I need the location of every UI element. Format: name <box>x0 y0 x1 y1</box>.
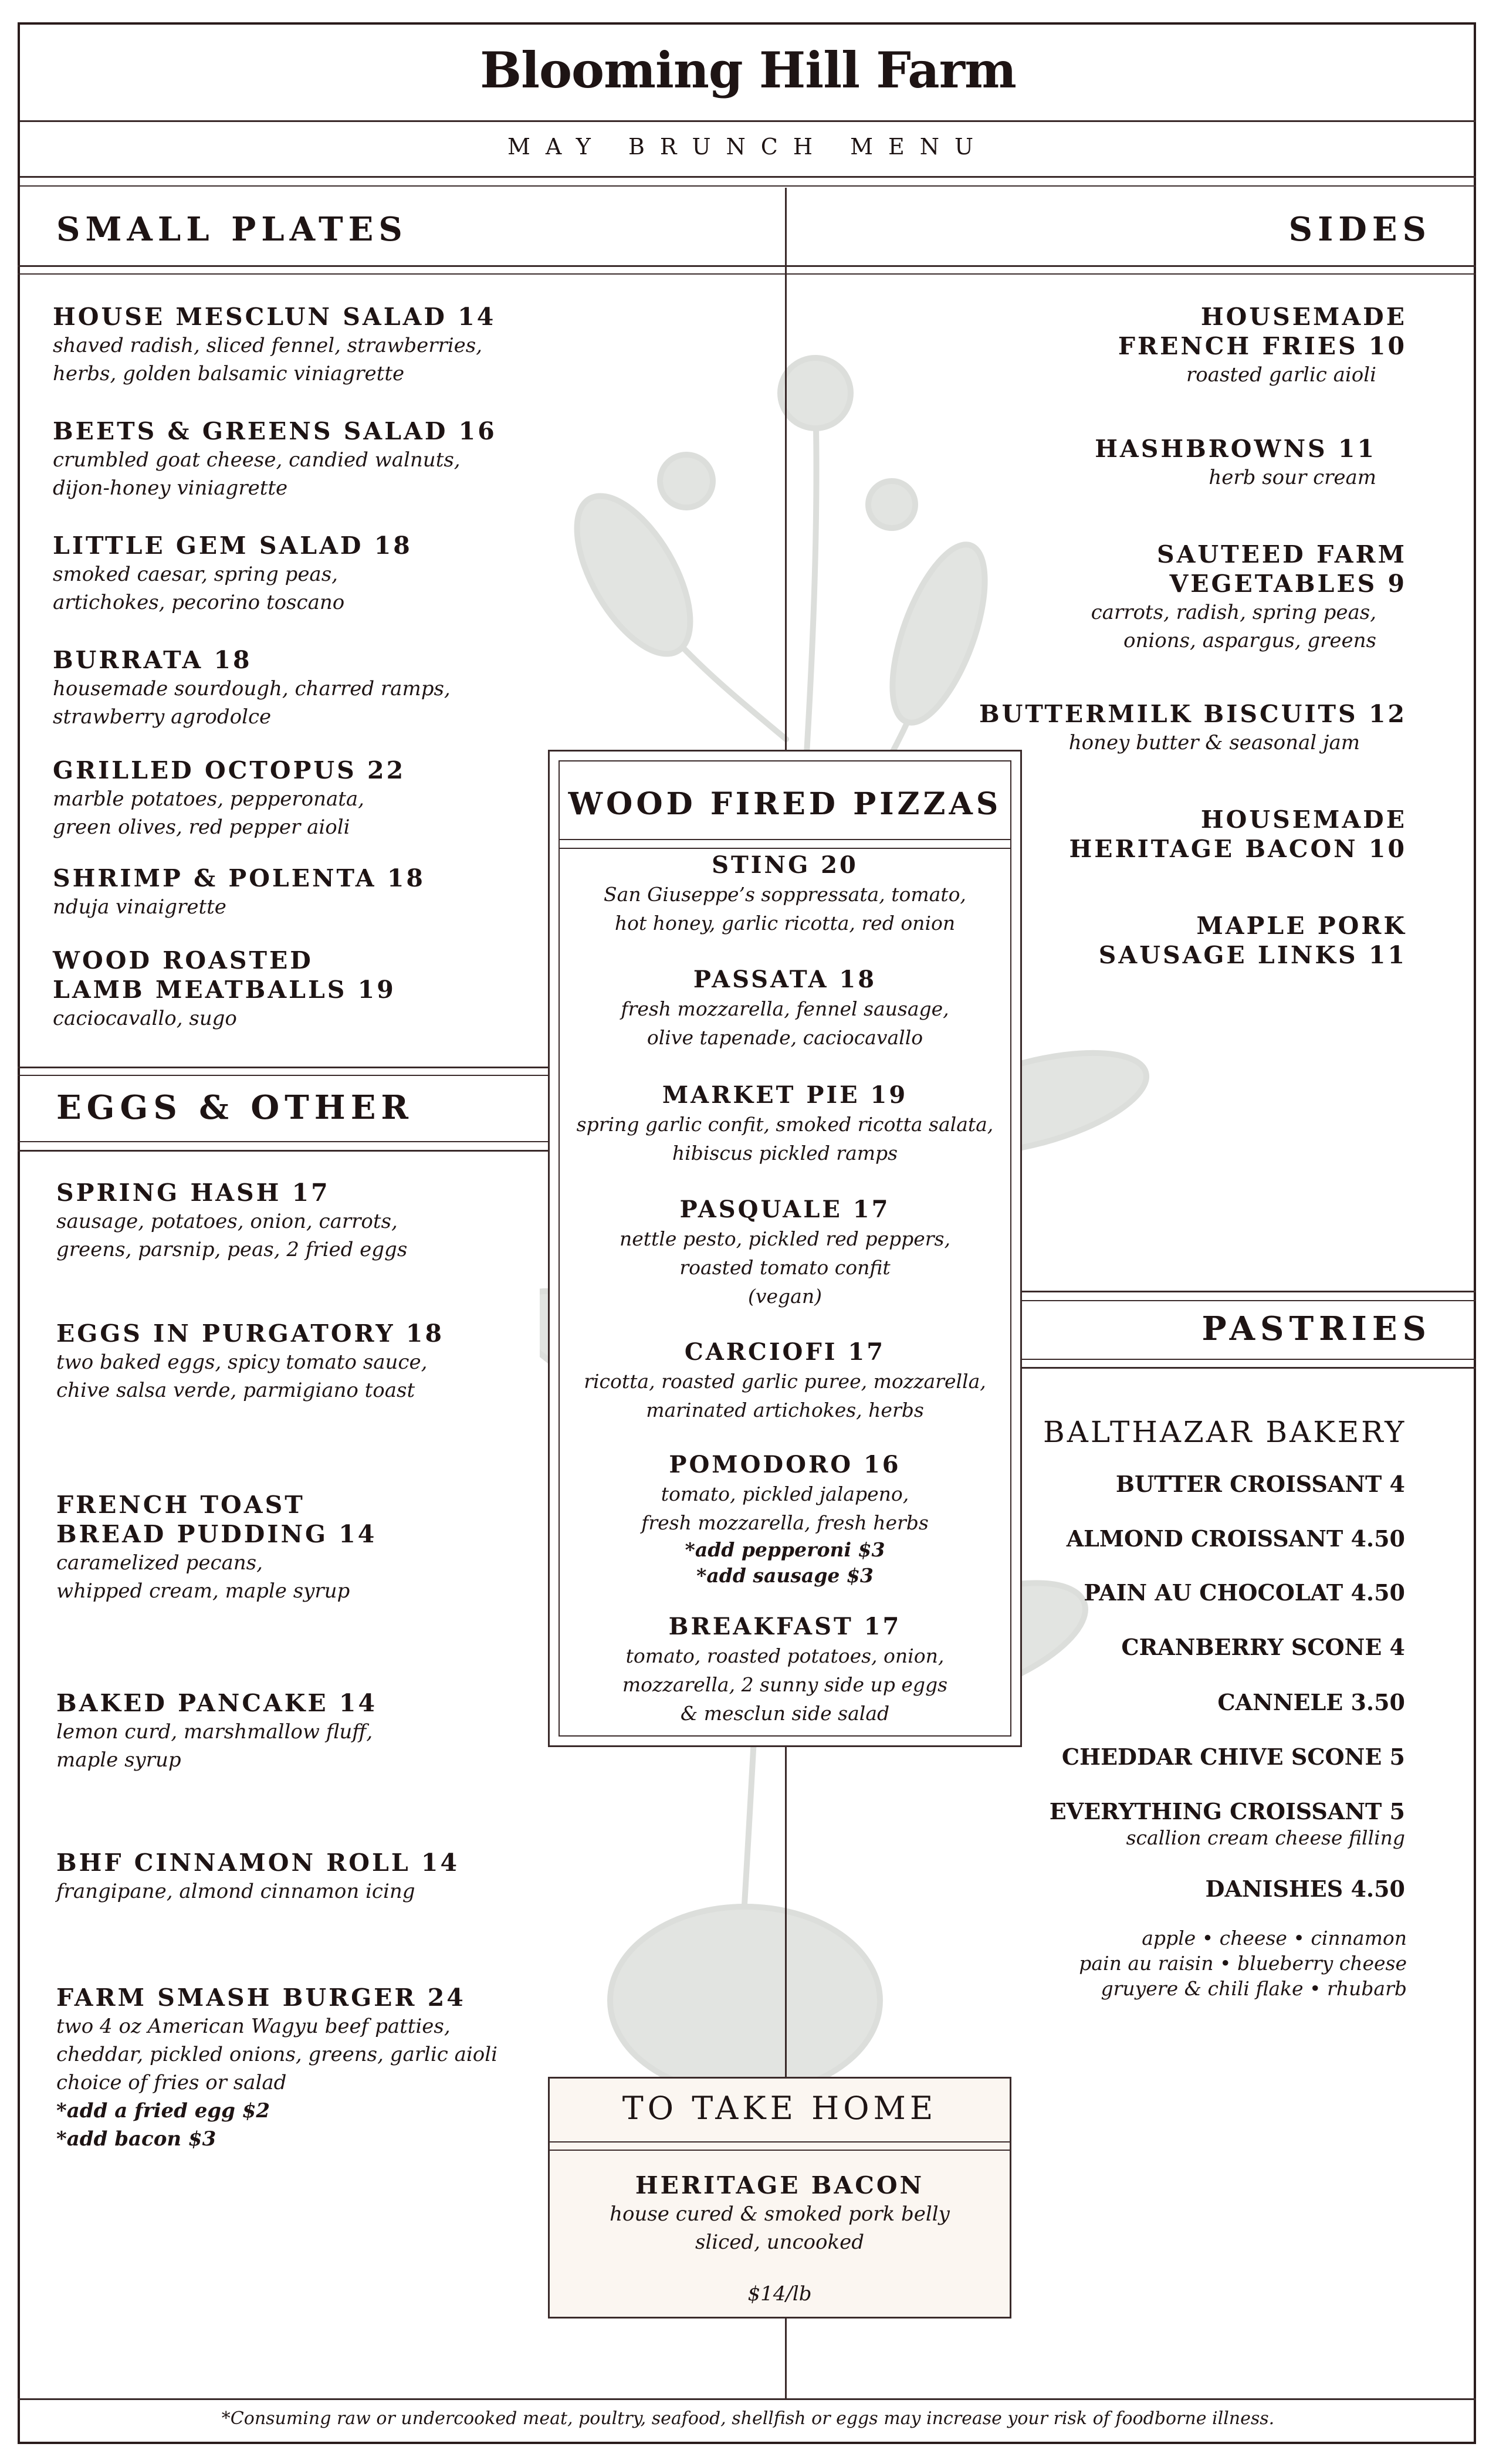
item-description: roasted garlic aioli <box>1186 363 1376 387</box>
restaurant-title: Blooming Hill Farm <box>480 41 1016 99</box>
item-description: nduja vinaigrette <box>53 895 226 919</box>
pastry-item: CANNELE 3.50 <box>1217 1689 1405 1715</box>
menu-item <box>53 417 497 502</box>
menu-item <box>1095 434 1407 492</box>
item-description: nettle pesto, pickled red peppers, roasted tomato confit (vegan) <box>620 1227 950 1308</box>
bakery-name: BALTHAZAR BAKERY <box>1043 1415 1407 1449</box>
item-name: SAUTEED FARM VEGETABLES 9 <box>1157 540 1407 598</box>
item-name: STING 20 <box>712 851 858 879</box>
item-description: two baked eggs, spicy tomato sauce, chive salsa verde, parmigiano toast <box>56 1351 428 1402</box>
divider <box>1022 1300 1476 1301</box>
menu-item <box>53 756 405 841</box>
item-name: FRENCH TOAST BREAD PUDDING 14 <box>56 1491 377 1548</box>
menu-item <box>56 1983 497 2153</box>
divider <box>548 2150 1011 2151</box>
menu-item <box>551 1338 1018 1424</box>
item-name: WOOD ROASTED LAMB MEATBALLS 19 <box>53 946 396 1004</box>
item-name: BUTTERMILK BISCUITS 12 <box>979 700 1407 728</box>
item-description: smoked caesar, spring peas, artichokes, pecorino toscano <box>53 563 345 614</box>
item-description: fresh mozzarella, fennel sausage, olive tapenade, caciocavallo <box>621 997 949 1049</box>
pastry-item: CHEDDAR CHIVE SCONE 5 <box>1061 1744 1405 1770</box>
take-home-heading: TO TAKE HOME <box>622 2090 937 2127</box>
item-name: HERITAGE BACON <box>635 2171 925 2199</box>
small-plates-heading: SMALL PLATES <box>56 210 408 249</box>
item-description: herb sour cream <box>1209 466 1376 489</box>
pastry-item <box>1050 1797 1405 1850</box>
menu-item <box>1069 805 1407 864</box>
menu-item <box>53 531 412 617</box>
menu-item <box>53 302 496 388</box>
menu-item <box>1099 911 1407 970</box>
menu-item <box>1118 302 1407 389</box>
item-name: MARKET PIE 19 <box>662 1081 908 1109</box>
divider <box>18 273 1476 275</box>
item-name: MAPLE PORK SAUSAGE LINKS 11 <box>1098 912 1407 969</box>
divider <box>18 265 1476 267</box>
item-name: BURRATA 18 <box>53 646 252 674</box>
item-name: SPRING HASH 17 <box>56 1179 330 1207</box>
divider <box>18 2398 1476 2400</box>
menu-item <box>551 1195 1018 1311</box>
divider <box>18 1141 551 1142</box>
item-name: HOUSE MESCLUN SALAD 14 <box>53 303 496 331</box>
item-description: sausage, potatoes, onion, carrots, greens, parsnip, peas, 2 fried eggs <box>56 1210 408 1261</box>
item-description: scallion cream cheese filling <box>1126 1826 1405 1849</box>
divider <box>1022 1359 1476 1360</box>
menu-item <box>551 1612 1018 1728</box>
menu-item <box>551 851 1018 937</box>
item-description: shaved radish, sliced fennel, strawberries, herbs, golden balsamic viniagrette <box>53 334 483 385</box>
item-name: GRILLED OCTOPUS 22 <box>53 756 406 784</box>
item-description: tomato, roasted potatoes, onion, mozzarella, 2 sunny side up eggs & mesclun side salad <box>622 1644 948 1725</box>
divider <box>559 839 1011 840</box>
item-name: CARCIOFI 17 <box>684 1338 886 1366</box>
item-description: tomato, pickled jalapeno, fresh mozzarella, fresh herbs <box>641 1483 929 1534</box>
column-divider <box>785 188 787 751</box>
pizzas-heading: WOOD FIRED PIZZAS <box>568 786 1002 822</box>
item-name: HASHBROWNS 11 <box>1095 435 1376 463</box>
item-name: HOUSEMADE FRENCH FRIES 10 <box>1118 303 1407 360</box>
item-description: ricotta, roasted garlic puree, mozzarella, marinated artichokes, herbs <box>584 1370 986 1421</box>
item-price: $14/lb <box>747 2282 812 2306</box>
sides-heading: SIDES <box>1288 210 1431 249</box>
item-description: two 4 oz American Wagyu beef patties, cheddar, pickled onions, greens, garlic aioli choice of fries or salad <box>56 2015 497 2094</box>
menu-item <box>56 1848 459 1905</box>
divider <box>20 185 1476 187</box>
item-name: PASSATA 18 <box>693 966 877 993</box>
item-description: spring garlic confit, smoked ricotta salata, hibiscus pickled ramps <box>576 1113 994 1165</box>
pastry-item: BUTTER CROISSANT 4 <box>1115 1471 1405 1497</box>
item-name: PASQUALE 17 <box>679 1196 891 1223</box>
pastry-item: ALMOND CROISSANT 4.50 <box>1066 1525 1405 1552</box>
eggs-other-heading: EGGS & OTHER <box>56 1088 414 1127</box>
divider <box>18 1150 551 1152</box>
menu-item <box>53 864 425 921</box>
menu-item <box>551 1450 1018 1589</box>
menu-item <box>551 965 1018 1052</box>
pastry-item: CRANBERRY SCONE 4 <box>1121 1634 1405 1660</box>
divider <box>20 176 1476 178</box>
divider <box>20 120 1476 122</box>
item-name: POMODORO 16 <box>669 1451 901 1478</box>
menu-item <box>56 1688 377 1774</box>
take-home-item <box>548 2171 1011 2308</box>
item-name: BAKED PANCAKE 14 <box>56 1689 377 1717</box>
item-description: housemade sourdough, charred ramps, strawberry agrodolce <box>53 677 451 729</box>
item-description: lemon curd, marshmallow fluff, maple syrup <box>56 1720 373 1772</box>
item-addons: *add pepperoni $3 *add sausage $3 <box>685 1538 885 1587</box>
column-divider <box>785 2319 787 2399</box>
item-name: EVERYTHING CROISSANT 5 <box>1049 1798 1405 1825</box>
item-description: crumbled goat cheese, candied walnuts, dijon-honey viniagrette <box>53 448 461 500</box>
item-description: caciocavallo, sugo <box>53 1007 237 1030</box>
item-description: frangipane, almond cinnamon icing <box>56 1880 415 1903</box>
item-description: honey butter & seasonal jam <box>1068 731 1360 754</box>
item-name: BHF CINNAMON ROLL 14 <box>56 1849 459 1877</box>
pastries-heading: PASTRIES <box>1201 1309 1431 1348</box>
item-description: carrots, radish, spring peas, onions, aspargus, greens <box>1091 601 1376 652</box>
divider <box>559 848 1011 849</box>
item-name: LITTLE GEM SALAD 18 <box>53 532 412 560</box>
item-name: EGGS IN PURGATORY 18 <box>56 1319 444 1348</box>
menu-subtitle: MAY BRUNCH MENU <box>507 134 989 160</box>
item-name: BREAKFAST 17 <box>668 1613 902 1640</box>
item-description: caramelized pecans, whipped cream, maple syrup <box>56 1551 350 1603</box>
item-name: HOUSEMADE HERITAGE BACON 10 <box>1069 805 1407 863</box>
menu-item <box>53 645 451 731</box>
health-notice: *Consuming raw or undercooked meat, poultry, seafood, shellfish or eggs may increase your risk of foodborne illness. <box>221 2408 1275 2429</box>
menu-item <box>56 1490 377 1605</box>
item-description: house cured & smoked pork belly sliced, uncooked <box>610 2202 950 2254</box>
item-description: San Giuseppe’s soppressata, tomato, hot honey, garlic ricotta, red onion <box>604 883 966 935</box>
divider <box>548 2141 1011 2143</box>
pastry-item: DANISHES 4.50 <box>1205 1876 1405 1902</box>
menu-item <box>53 946 396 1033</box>
danish-flavors: apple • cheese • cinnamon pain au raisin • blueberry cheese gruyere & chili flake • rhubarb <box>1079 1927 1407 2000</box>
menu-item <box>1091 540 1407 655</box>
menu-item <box>56 1178 407 1264</box>
item-description: marble potatoes, pepperonata, green olives, red pepper aioli <box>53 787 364 839</box>
menu-item <box>979 699 1407 757</box>
menu-item <box>56 1319 444 1404</box>
item-name: BEETS & GREENS SALAD 16 <box>53 417 497 445</box>
pastry-item: PAIN AU CHOCOLAT 4.50 <box>1084 1579 1405 1606</box>
item-name: FARM SMASH BURGER 24 <box>56 1984 466 2012</box>
divider <box>1022 1291 1476 1292</box>
item-name: SHRIMP & POLENTA 18 <box>53 864 425 892</box>
menu-item <box>551 1081 1018 1167</box>
item-addons: *add a fried egg $2 *add bacon $3 <box>56 2099 270 2151</box>
divider <box>1022 1367 1476 1369</box>
column-divider <box>785 1747 787 2077</box>
